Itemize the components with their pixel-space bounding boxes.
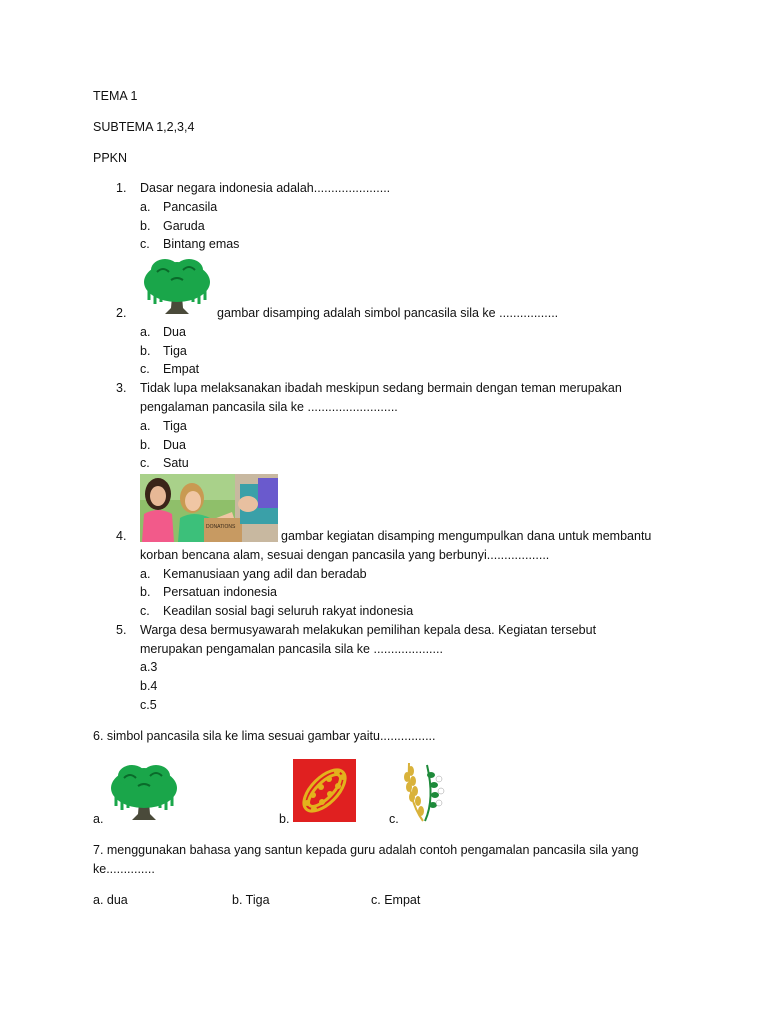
q4-number: 4. (116, 529, 127, 543)
q5-text-line1: Warga desa bermusyawarah melakukan pemilihan kepala desa. Kegiatan tersebut (140, 623, 597, 637)
q7-option-c: c. Empat (371, 893, 421, 907)
chain-icon (293, 759, 356, 822)
q4-option-c-letter: c. (140, 604, 150, 618)
banyan-tree-icon (110, 762, 178, 824)
q5-option-b: b.4 (140, 679, 158, 693)
q2-option-a-letter: a. (140, 325, 151, 339)
subtema-title: SUBTEMA 1,2,3,4 (93, 120, 195, 134)
q6-option-b-letter: b. (279, 812, 290, 826)
q3-option-a: Tiga (163, 419, 187, 433)
q1-option-a-letter: a. (140, 200, 151, 214)
q3-option-b: Dua (163, 438, 186, 452)
subject-title: PPKN (93, 151, 128, 165)
q4-option-b-letter: b. (140, 585, 151, 599)
q1-option-a: Pancasila (163, 200, 218, 214)
q6-option-c-letter: c. (389, 812, 399, 826)
q2-text: gambar disamping adalah simbol pancasila sila ke ................. (217, 306, 559, 320)
q3-option-c: Satu (163, 456, 189, 470)
q5-option-a: a.3 (140, 660, 158, 674)
q6-text: 6. simbol pancasila sila ke lima sesuai gambar yaitu................ (93, 729, 436, 743)
rice-cotton-icon (401, 759, 447, 825)
q4-option-b: Persatuan indonesia (163, 585, 277, 599)
q4-option-a: Kemanusiaan yang adil dan beradab (163, 567, 367, 581)
q7-text-line1: 7. menggunakan bahasa yang santun kepada guru adalah contoh pengamalan pancasila sila yang (93, 843, 639, 857)
q7-text-line2: ke.............. (93, 862, 155, 876)
q5-option-c: c.5 (140, 698, 157, 712)
q4-text-line1: gambar kegiatan disamping mengumpulkan dana untuk membantu (281, 529, 652, 543)
q2-option-b: Tiga (163, 344, 187, 358)
q1-text: Dasar negara indonesia adalah...................... (140, 181, 391, 195)
q2-option-c-letter: c. (140, 362, 150, 376)
q4-option-a-letter: a. (140, 567, 151, 581)
banyan-tree-icon (143, 256, 211, 318)
q5-number: 5. (116, 623, 127, 637)
q1-option-c-letter: c. (140, 237, 150, 251)
q3-text-line2: pengalaman pancasila sila ke .......................... (140, 400, 398, 414)
q2-option-c: Empat (163, 362, 200, 376)
q2-option-a: Dua (163, 325, 186, 339)
q2-option-b-letter: b. (140, 344, 151, 358)
q7-option-a: a. dua (93, 893, 128, 907)
donation-photo (140, 474, 278, 542)
q7-option-b: b. Tiga (232, 893, 270, 907)
q4-option-c: Keadilan sosial bagi seluruh rakyat indonesia (163, 604, 414, 618)
q3-option-c-letter: c. (140, 456, 150, 470)
q3-number: 3. (116, 381, 127, 395)
q1-option-b-letter: b. (140, 219, 151, 233)
q1-number: 1. (116, 181, 127, 195)
q3-text-line1: Tidak lupa melaksanakan ibadah meskipun sedang bermain dengan teman merupakan (140, 381, 622, 395)
q3-option-a-letter: a. (140, 419, 151, 433)
q4-text-line2: korban bencana alam, sesuai dengan pancasila yang berbunyi.................. (140, 548, 550, 562)
q3-option-b-letter: b. (140, 438, 151, 452)
q1-option-c: Bintang emas (163, 237, 240, 251)
tema-title: TEMA 1 (93, 89, 138, 103)
q1-option-b: Garuda (163, 219, 205, 233)
q6-option-a-letter: a. (93, 812, 104, 826)
q2-number: 2. (116, 306, 127, 320)
q5-text-line2: merupakan pengamalan pancasila sila ke .................... (140, 642, 443, 656)
donation-box-label: DONATIONS (206, 524, 236, 530)
